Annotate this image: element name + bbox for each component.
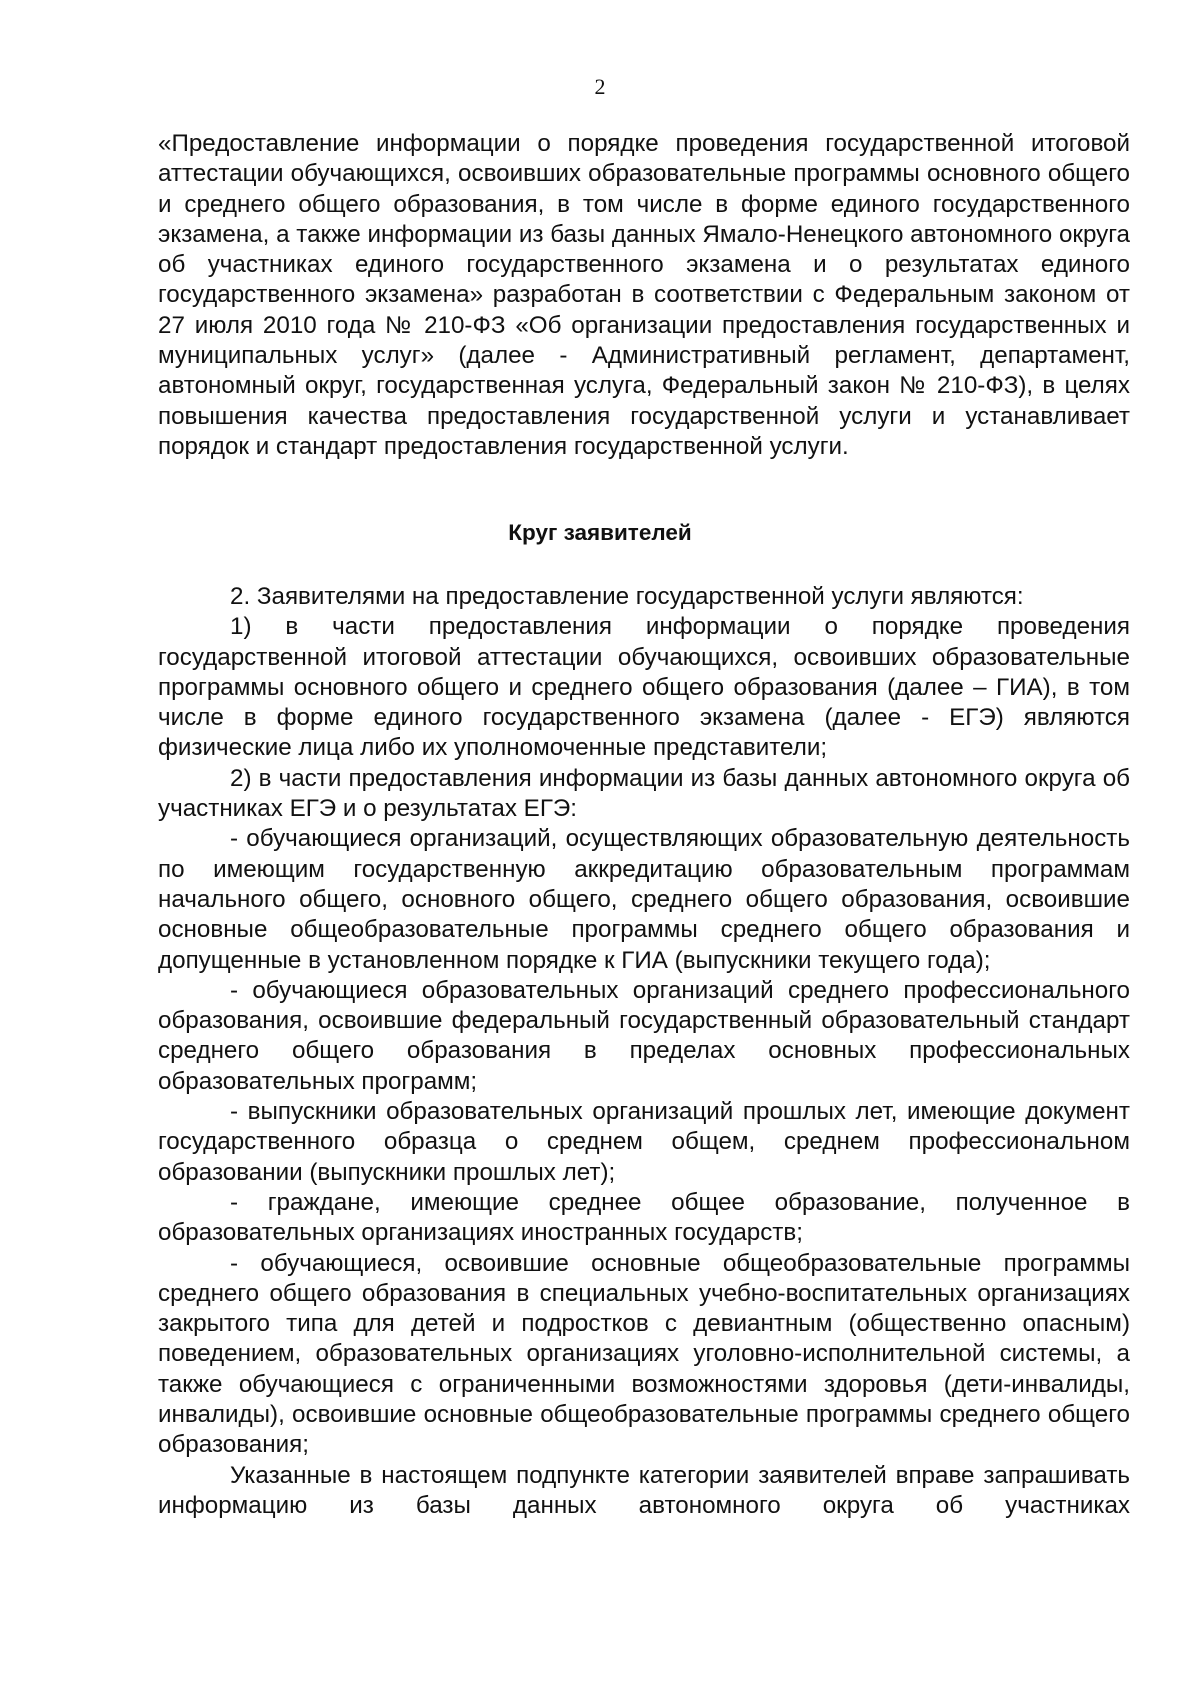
section-heading: Круг заявителей xyxy=(508,520,692,545)
paragraph-item-2: 2) в части предоставления информации из базы данных автономного округа об участниках ЕГЭ и о результатах ЕГЭ: xyxy=(158,764,1130,823)
paragraph-dash-4: - граждане, имеющие среднее общее образование, полученное в образовательных организациях иностранных государств; xyxy=(158,1188,1130,1247)
paragraph-dash-2: - обучающиеся образовательных организаций среднего профессионального образования, освоившие федеральный государственный образовательный стандарт среднего общего образования в пределах основных профессиональных образовательных программ; xyxy=(158,976,1130,1095)
paragraph-item-1: 1) в части предоставления информации о порядке проведения государственной итоговой аттестации обучающихся, освоивших образовательные программы основного общего и среднего общего образования (далее – ГИА), в том числе в форме единого государственного экзамена (далее - ЕГЭ) являются физические лица либо их уполномоченные представители; xyxy=(158,613,1130,762)
page-number: 2 xyxy=(594,74,606,99)
paragraph-dash-5: - обучающиеся, освоившие основные общеобразовательные программы среднего общего образования в специальных учебно-воспитательных организациях закрытого типа для детей и подростков с девиантным (общественно опасным) поведением, образовательных организациях уголовно-исполнительной системы, а также обучающиеся с ограниченными возможностями здоровья (дети-инвалиды, инвалиды), освоившие основные общеобразовательные программы среднего общего образования; xyxy=(158,1249,1130,1459)
intro-paragraph: «Предоставление информации о порядке проведения государственной итоговой аттестации обучающихся, освоивших образовательные программы основного общего и среднего общего образования, в том числе в форме единого государственного экзамена, а также информации из базы данных Ямало-Ненецкого автономного округа об участниках единого государственного экзамена и о результатах единого государственного экзамена» разработан в соответствии с Федеральным законом от 27 июля 2010 года № 210-ФЗ «Об организации предоставления государственных и муниципальных услуг» (далее - Административный регламент, департамент, автономный округ, государственная услуга, Федеральный закон № 210-ФЗ), в целях повышения качества предоставления государственной услуги и устанавливает порядок и стандарт предоставления государственной услуги. xyxy=(158,130,1130,460)
paragraph-dash-3: - выпускники образовательных организаций прошлых лет, имеющие документ государственного образца о среднем общем, среднем профессиональном образовании (выпускники прошлых лет); xyxy=(158,1098,1130,1186)
intro-block xyxy=(158,129,1130,462)
body-block xyxy=(158,582,1130,1521)
paragraph-closing: Указанные в настоящем подпункте категории заявителей вправе запрашивать информацию из базы данных автономного округа об участниках xyxy=(158,1461,1130,1519)
paragraph-dash-1: - обучающиеся организаций, осуществляющих образовательную деятельность по имеющим государственную аккредитацию образовательным программам начального общего, основного общего, среднего общего образования, освоившие основные общеобразовательные программы среднего общего образования и допущенные в установленном порядке к ГИА (выпускники текущего года); xyxy=(158,825,1130,974)
paragraph-applicants: 2. Заявителями на предоставление государственной услуги являются: xyxy=(230,583,1024,610)
